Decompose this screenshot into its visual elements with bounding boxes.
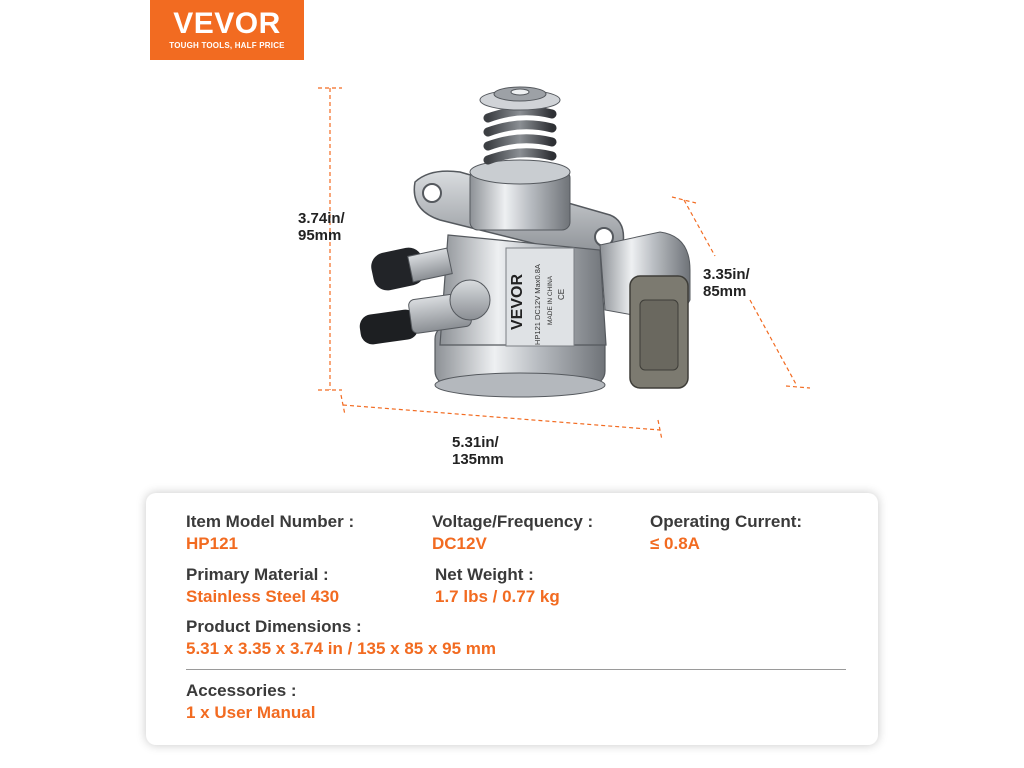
pump-spec-marking: HP121 DC12V Max0.8A: [533, 264, 542, 345]
spec-material-value: Stainless Steel 430: [186, 587, 340, 606]
logo-tagline: TOUGH TOOLS, HALF PRICE: [169, 41, 285, 50]
spec-material-label: Primary Material :: [186, 565, 329, 584]
spec-weight: [435, 565, 560, 607]
spec-material: [186, 565, 339, 607]
spec-divider: [186, 669, 846, 670]
spec-current: [650, 512, 802, 554]
height-inches: 3.74in/: [298, 210, 345, 227]
width-millimeters: 135mm: [452, 451, 504, 468]
depth-inches: 3.35in/: [703, 266, 750, 283]
height-dimension-label: [298, 210, 345, 244]
pump-ce-marking: CE: [557, 288, 566, 300]
logo-brand: VEVOR: [173, 7, 281, 40]
spec-current-value: ≤ 0.8A: [650, 534, 700, 553]
spec-model: [186, 512, 354, 554]
depth-millimeters: 85mm: [703, 283, 747, 300]
width-inches: 5.31in/: [452, 434, 499, 451]
spec-accessories: [186, 681, 315, 723]
width-dimension-label: [452, 434, 504, 468]
spec-weight-value: 1.7 lbs / 0.77 kg: [435, 587, 560, 606]
spec-weight-label: Net Weight :: [435, 565, 534, 584]
spec-accessories-label: Accessories :: [186, 681, 297, 700]
spec-voltage-value: DC12V: [432, 534, 487, 553]
fuel-pump-image: [358, 87, 690, 397]
spec-model-label: Item Model Number :: [186, 512, 355, 531]
height-millimeters: 95mm: [298, 227, 342, 244]
spec-model-value: HP121: [186, 534, 238, 553]
spec-current-label: Operating Current:: [650, 512, 803, 531]
spec-dimensions-label: Product Dimensions :: [186, 617, 362, 636]
spec-accessories-value: 1 x User Manual: [186, 703, 316, 722]
pump-origin-marking: MADE IN CHINA: [547, 275, 554, 325]
spec-voltage-label: Voltage/Frequency :: [432, 512, 594, 531]
pump-brand-marking: VEVOR: [509, 273, 526, 330]
spec-dimensions: [186, 617, 496, 659]
spec-dimensions-value: 5.31 x 3.35 x 3.74 in / 135 x 85 x 95 mm: [186, 639, 497, 658]
specifications-card: [146, 493, 878, 745]
depth-dimension-label: [703, 266, 750, 300]
spec-voltage: [432, 512, 593, 554]
